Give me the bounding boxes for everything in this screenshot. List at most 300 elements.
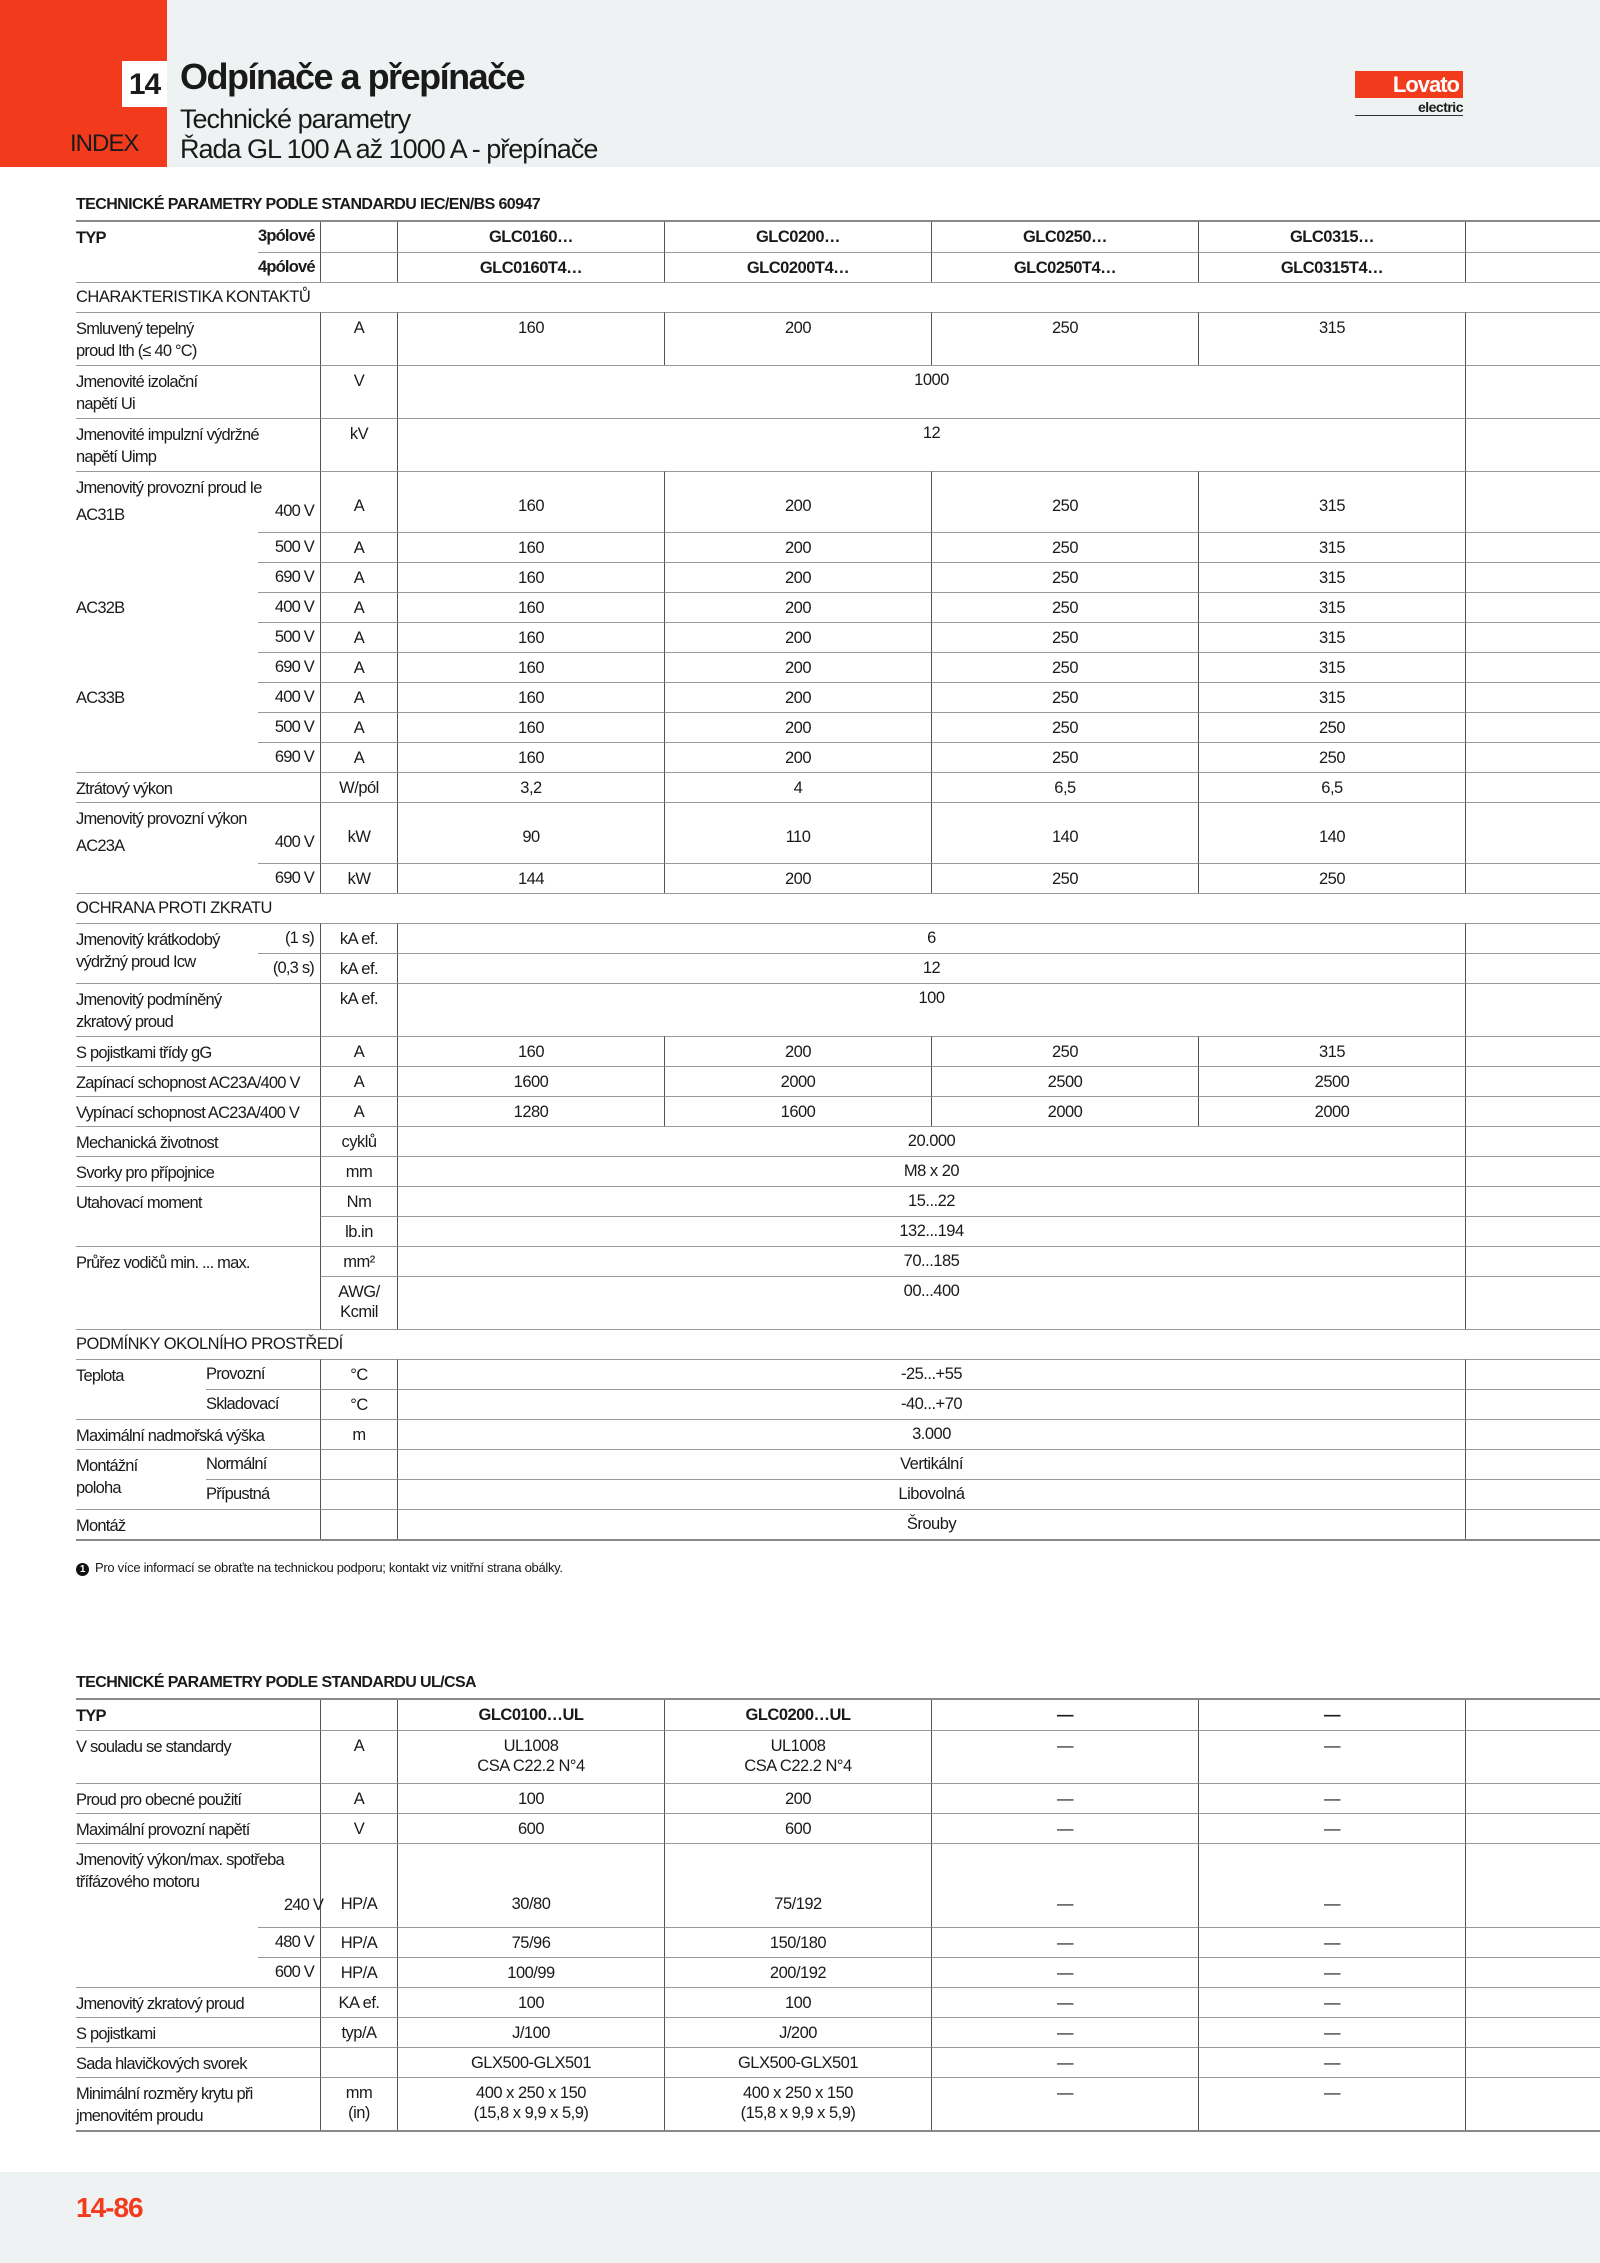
row-sublabel: (0,3 s)	[258, 953, 320, 983]
value-cell: 250	[931, 622, 1198, 652]
row-label-cell	[76, 312, 320, 365]
row-label-cell	[76, 1987, 320, 2017]
empty-cell	[1465, 532, 1600, 562]
row-label: Ztrátový výkon	[76, 772, 320, 802]
unit-cell: A	[320, 622, 397, 652]
value-cell: 315	[1198, 562, 1465, 592]
empty-cell	[1465, 252, 1600, 282]
value-cell: 200	[664, 1036, 931, 1066]
value-cell: 160	[397, 652, 664, 682]
row-label	[76, 1927, 258, 1957]
value-cell: Vertikální	[397, 1449, 1465, 1479]
row-label-cell	[76, 802, 320, 863]
unit-cell: A	[320, 1066, 397, 1096]
table-row	[76, 1036, 1600, 1066]
table-row	[76, 252, 1600, 282]
table-row	[76, 1957, 1600, 1987]
index-link[interactable]: INDEX	[70, 130, 139, 157]
page-title: Odpínače a přepínače	[180, 56, 525, 97]
value-cell: 200	[664, 863, 931, 893]
value-cell: 200	[664, 312, 931, 365]
row-sublabel: Skladovací	[206, 1389, 320, 1419]
row-label-cell	[76, 1276, 320, 1329]
table-row	[76, 1987, 1600, 2017]
section-heading: PODMÍNKY OKOLNÍHO PROSTŘEDÍ	[76, 1329, 1600, 1359]
row-sublabel: 3pólové	[258, 227, 315, 245]
row-label: Smluvený tepelný proud Ith (≤ 40 °C)	[76, 312, 320, 365]
value-cell: 2000	[664, 1066, 931, 1096]
value-cell: GLC0100…UL	[397, 1700, 664, 1730]
unit-cell: V	[320, 1813, 397, 1843]
value-cell: Libovolná	[397, 1479, 1465, 1509]
value-cell: 250	[1198, 712, 1465, 742]
value-cell: 110	[664, 802, 931, 863]
row-label-cell	[76, 983, 320, 1036]
row-label: Zapínací schopnost AC23A/400 V	[76, 1066, 320, 1096]
value-cell: 200	[664, 712, 931, 742]
unit-cell: A	[320, 562, 397, 592]
value-cell: 200	[664, 682, 931, 712]
empty-cell	[1465, 1813, 1600, 1843]
table-row	[76, 622, 1600, 652]
value-cell: 70...185	[397, 1246, 1465, 1276]
row-label	[76, 802, 258, 863]
row-label: V souladu se standardy	[76, 1730, 320, 1783]
row-label	[76, 652, 258, 682]
value-cell: —	[1198, 1700, 1465, 1730]
unit-cell: kA ef.	[320, 953, 397, 983]
unit-cell: HP/A	[320, 1843, 397, 1927]
value-cell: 200	[664, 532, 931, 562]
table-row	[76, 682, 1600, 712]
empty-cell	[1465, 742, 1600, 772]
row-label-cell	[76, 742, 320, 772]
row-label	[76, 742, 258, 772]
row-group-label: AC23A	[76, 837, 125, 855]
row-label	[76, 252, 258, 282]
value-cell: 100/99	[397, 1957, 664, 1987]
empty-cell	[1465, 2017, 1600, 2047]
row-sublabel: Přípustná	[206, 1479, 320, 1509]
value-cell: GLX500-GLX501	[397, 2047, 664, 2077]
value-cell: GLC0200…	[664, 222, 931, 252]
iec-section-title: TECHNICKÉ PARAMETRY PODLE STANDARDU IEC/EN/BS 60947	[76, 196, 540, 213]
value-cell: 160	[397, 622, 664, 652]
row-label-cell	[76, 953, 320, 983]
value-cell: 400 x 250 x 150 (15,8 x 9,9 x 5,9)	[664, 2077, 931, 2130]
empty-cell	[1465, 562, 1600, 592]
row-sublabel: 500 V	[258, 532, 320, 562]
chapter-number: 14	[122, 61, 167, 107]
value-cell: 100	[397, 983, 1465, 1036]
row-label-cell	[76, 1783, 320, 1813]
unit-cell	[320, 252, 397, 282]
value-cell: —	[931, 1700, 1198, 1730]
empty-cell	[1465, 1700, 1600, 1730]
unit-cell: A	[320, 1730, 397, 1783]
lovato-logo-sub: electric	[1355, 99, 1463, 116]
value-cell: 2500	[1198, 1066, 1465, 1096]
row-label-cell	[76, 1730, 320, 1783]
row-label	[76, 712, 258, 742]
table-row	[76, 365, 1600, 418]
empty-cell	[1465, 1730, 1600, 1783]
value-cell: 6,5	[1198, 772, 1465, 802]
table-row	[76, 1783, 1600, 1813]
row-label-cell	[76, 1700, 320, 1730]
value-cell: J/200	[664, 2017, 931, 2047]
empty-cell	[1465, 222, 1600, 252]
table-row	[76, 772, 1600, 802]
value-cell: -40...+70	[397, 1389, 1465, 1419]
value-cell: 250	[931, 1036, 1198, 1066]
empty-cell	[1465, 418, 1600, 471]
value-cell: 150/180	[664, 1927, 931, 1957]
unit-cell: HP/A	[320, 1927, 397, 1957]
section-header-row	[76, 893, 1600, 923]
empty-cell	[1465, 923, 1600, 953]
value-cell: —	[1198, 2077, 1465, 2130]
row-label-cell	[76, 1036, 320, 1066]
section-heading: CHARAKTERISTIKA KONTAKTŮ	[76, 282, 1600, 312]
table-row	[76, 1276, 1600, 1329]
row-label: Jmenovitý krátkodobý výdržný proud Icw	[76, 923, 258, 953]
row-label-cell	[76, 682, 320, 712]
value-cell: —	[1198, 1730, 1465, 1783]
value-cell: —	[1198, 1987, 1465, 2017]
value-cell: —	[931, 1927, 1198, 1957]
table-row	[76, 1479, 1600, 1509]
footnote-text: Pro více informací se obraťte na technickou podporu; kontakt viz vnitřní strana obálky.	[95, 1560, 563, 1575]
row-sublabel: 400 V	[262, 471, 320, 532]
value-cell: 12	[397, 953, 1465, 983]
row-label: Proud pro obecné použití	[76, 1783, 320, 1813]
row-label-cell	[76, 222, 320, 252]
row-label	[76, 863, 258, 893]
row-label: S pojistkami	[76, 2017, 320, 2047]
empty-cell	[1465, 802, 1600, 863]
value-cell: 6,5	[931, 772, 1198, 802]
unit-cell: AWG/ Kcmil	[320, 1276, 397, 1329]
table-row	[76, 1359, 1600, 1389]
value-cell: 315	[1198, 1036, 1465, 1066]
row-label: Montážní poloha	[76, 1449, 206, 1479]
value-cell: GLC0315…	[1198, 222, 1465, 252]
value-cell: 160	[397, 312, 664, 365]
row-label: Mechanická životnost	[76, 1126, 320, 1156]
value-cell: —	[931, 1843, 1198, 1927]
page-number: 14-86	[76, 2192, 143, 2223]
empty-cell	[1465, 312, 1600, 365]
unit-cell	[320, 1449, 397, 1479]
row-sublabel: 690 V	[258, 652, 320, 682]
value-cell: 00...400	[397, 1276, 1465, 1329]
row-label	[76, 1479, 206, 1509]
row-label-cell	[76, 1246, 320, 1276]
iec-spec-table	[76, 220, 1600, 1541]
value-cell: -25...+55	[397, 1359, 1465, 1389]
row-label-cell	[76, 1813, 320, 1843]
table-row	[76, 532, 1600, 562]
value-cell: —	[1198, 2047, 1465, 2077]
empty-cell	[1465, 712, 1600, 742]
value-cell: 100	[664, 1987, 931, 2017]
table-row	[76, 222, 1600, 252]
value-cell: 160	[397, 592, 664, 622]
table-row	[76, 983, 1600, 1036]
value-cell: 3.000	[397, 1419, 1465, 1449]
value-cell: GLC0200T4…	[664, 252, 931, 282]
row-label-cell	[76, 418, 320, 471]
table-row	[76, 1246, 1600, 1276]
value-cell: 2000	[931, 1096, 1198, 1126]
table-row	[76, 1096, 1600, 1126]
row-label	[76, 953, 258, 983]
value-cell: 132...194	[397, 1216, 1465, 1246]
row-label: Jmenovitý zkratový proud	[76, 1987, 320, 2017]
empty-cell	[1465, 1246, 1600, 1276]
row-sublabel: 400 V	[258, 592, 320, 622]
row-label: Maximální nadmořská výška	[76, 1419, 320, 1449]
empty-cell	[1465, 1843, 1600, 1927]
row-label-cell	[76, 1843, 324, 1927]
row-sublabel: 500 V	[258, 622, 320, 652]
unit-cell: typ/A	[320, 2017, 397, 2047]
table-row	[76, 1066, 1600, 1096]
unit-cell: A	[320, 1036, 397, 1066]
unit-cell: V	[320, 365, 397, 418]
value-cell: —	[931, 2047, 1198, 2077]
value-cell: 250	[931, 742, 1198, 772]
table-row	[76, 1509, 1600, 1539]
empty-cell	[1465, 592, 1600, 622]
row-label-cell	[76, 1389, 320, 1419]
value-cell: 1600	[397, 1066, 664, 1096]
empty-cell	[1465, 1479, 1600, 1509]
row-sublabel: 690 V	[258, 742, 320, 772]
row-sublabel: 400 V	[258, 682, 320, 712]
row-label: Jmenovitý podmíněný zkratový proud	[76, 983, 320, 1036]
unit-cell: kA ef.	[320, 983, 397, 1036]
table-row	[76, 1730, 1600, 1783]
value-cell: 90	[397, 802, 664, 863]
value-cell: 160	[397, 712, 664, 742]
table-row	[76, 1389, 1600, 1419]
value-cell: 200/192	[664, 1957, 931, 1987]
lovato-logo: Lovato	[1355, 71, 1463, 98]
row-label: Teplota	[76, 1359, 206, 1389]
value-cell: 250	[931, 471, 1198, 532]
row-label-cell	[76, 2017, 320, 2047]
info-number-icon: 1	[76, 1563, 89, 1576]
section-header-row	[76, 1329, 1600, 1359]
table-row	[76, 1216, 1600, 1246]
row-label-cell	[76, 365, 320, 418]
table-row	[76, 742, 1600, 772]
empty-cell	[1465, 1419, 1600, 1449]
row-label	[76, 1389, 206, 1419]
value-cell: 200	[664, 562, 931, 592]
row-label-cell	[76, 1509, 320, 1539]
table-row	[76, 953, 1600, 983]
unit-cell	[320, 1479, 397, 1509]
empty-cell	[1465, 772, 1600, 802]
unit-cell: cyklů	[320, 1126, 397, 1156]
row-group-label: AC31B	[76, 506, 125, 524]
row-label-cell	[76, 863, 320, 893]
value-cell: 250	[931, 863, 1198, 893]
unit-cell: kW	[320, 863, 397, 893]
value-cell: 20.000	[397, 1126, 1465, 1156]
empty-cell	[1465, 2047, 1600, 2077]
value-cell: 1280	[397, 1096, 664, 1126]
row-label-cell	[76, 1359, 320, 1389]
row-sublabel: 400 V	[258, 802, 320, 863]
row-label-cell	[76, 471, 320, 532]
unit-cell: °C	[320, 1359, 397, 1389]
row-sublabel: Provozní	[206, 1359, 320, 1389]
unit-cell	[320, 2047, 397, 2077]
row-label	[76, 562, 258, 592]
value-cell: 200	[664, 471, 931, 532]
unit-cell: mm	[320, 1156, 397, 1186]
unit-cell	[320, 1509, 397, 1539]
value-cell: —	[931, 1987, 1198, 2017]
value-cell: 250	[931, 312, 1198, 365]
empty-cell	[1465, 1927, 1600, 1957]
row-label-cell	[76, 772, 320, 802]
value-cell: 250	[931, 592, 1198, 622]
table-row	[76, 1700, 1600, 1730]
value-cell: —	[1198, 1813, 1465, 1843]
ul-section-title: TECHNICKÉ PARAMETRY PODLE STANDARDU UL/CSA	[76, 1674, 476, 1691]
value-cell: 160	[397, 1036, 664, 1066]
table-row	[76, 1813, 1600, 1843]
row-label-cell	[76, 1927, 320, 1957]
unit-cell: °C	[320, 1389, 397, 1419]
row-label: Jmenovité impulzní výdržné napětí Uimp	[76, 418, 320, 471]
unit-cell: A	[320, 471, 397, 532]
value-cell: —	[1198, 1927, 1465, 1957]
empty-cell	[1465, 983, 1600, 1036]
page-subtitle: Technické parametry	[180, 104, 411, 134]
empty-cell	[1465, 1359, 1600, 1389]
unit-cell: mm²	[320, 1246, 397, 1276]
value-cell: 144	[397, 863, 664, 893]
value-cell: 4	[664, 772, 931, 802]
value-cell: 315	[1198, 652, 1465, 682]
empty-cell	[1465, 652, 1600, 682]
table-row	[76, 418, 1600, 471]
unit-cell: A	[320, 1783, 397, 1813]
row-label-cell	[76, 562, 320, 592]
row-label-cell	[76, 252, 320, 282]
value-cell: 600	[664, 1813, 931, 1843]
value-cell: 600	[397, 1813, 664, 1843]
row-label: TYP	[76, 229, 106, 247]
value-cell: M8 x 20	[397, 1156, 1465, 1186]
value-cell: 315	[1198, 312, 1465, 365]
value-cell: 200	[664, 622, 931, 652]
row-label	[76, 471, 262, 532]
value-cell: 160	[397, 532, 664, 562]
row-sublabel: 4pólové	[258, 252, 320, 282]
value-cell: 3,2	[397, 772, 664, 802]
value-cell: 2500	[931, 1066, 1198, 1096]
empty-cell	[1465, 1126, 1600, 1156]
row-label-cell	[76, 1479, 320, 1509]
value-cell: 1600	[664, 1096, 931, 1126]
value-cell: 315	[1198, 622, 1465, 652]
table-row	[76, 592, 1600, 622]
empty-cell	[1465, 682, 1600, 712]
row-label	[76, 1276, 320, 1329]
value-cell: 250	[1198, 742, 1465, 772]
value-cell: 200	[664, 592, 931, 622]
empty-cell	[1465, 1096, 1600, 1126]
row-label-cell	[76, 2077, 320, 2130]
value-cell: —	[931, 1813, 1198, 1843]
unit-cell	[320, 1700, 397, 1730]
row-label-cell	[76, 1126, 320, 1156]
value-cell: GLC0250T4…	[931, 252, 1198, 282]
value-cell: 100	[397, 1987, 664, 2017]
value-cell: 250	[931, 712, 1198, 742]
footer-band	[0, 2172, 1600, 2263]
unit-cell: A	[320, 682, 397, 712]
row-label-cell	[76, 1419, 320, 1449]
table-row	[76, 471, 1600, 532]
table-row	[76, 863, 1600, 893]
row-sublabel: (1 s)	[258, 923, 320, 953]
value-cell: —	[1198, 1957, 1465, 1987]
row-sublabel: 690 V	[258, 562, 320, 592]
section-header-row	[76, 282, 1600, 312]
unit-cell: A	[320, 712, 397, 742]
row-label: Sada hlavičkových svorek	[76, 2047, 320, 2077]
empty-cell	[1465, 953, 1600, 983]
value-cell: UL1008 CSA C22.2 N°4	[664, 1730, 931, 1783]
value-cell: 140	[931, 802, 1198, 863]
row-label-cell	[76, 1066, 320, 1096]
row-label: Jmenovitý provozní výkon	[76, 810, 247, 828]
row-label: Průřez vodičů min. ... max.	[76, 1246, 320, 1276]
value-cell: 6	[397, 923, 1465, 953]
value-cell: —	[931, 1730, 1198, 1783]
table-row	[76, 2047, 1600, 2077]
unit-cell: KA ef.	[320, 1987, 397, 2017]
value-cell: 250	[931, 652, 1198, 682]
unit-cell: A	[320, 1096, 397, 1126]
value-cell: 315	[1198, 682, 1465, 712]
value-cell: GLC0315T4…	[1198, 252, 1465, 282]
unit-cell: kV	[320, 418, 397, 471]
value-cell: 160	[397, 742, 664, 772]
value-cell: 30/80	[397, 1843, 664, 1927]
table-row	[76, 2077, 1600, 2130]
value-cell: 160	[397, 471, 664, 532]
value-cell: 140	[1198, 802, 1465, 863]
table-row	[76, 562, 1600, 592]
table-row	[76, 1419, 1600, 1449]
value-cell: GLX500-GLX501	[664, 2047, 931, 2077]
row-label-cell	[76, 1186, 320, 1216]
empty-cell	[1465, 1186, 1600, 1216]
empty-cell	[1465, 471, 1600, 532]
footnote	[76, 1560, 563, 1576]
unit-cell	[320, 222, 397, 252]
row-label: Svorky pro přípojnice	[76, 1156, 320, 1186]
